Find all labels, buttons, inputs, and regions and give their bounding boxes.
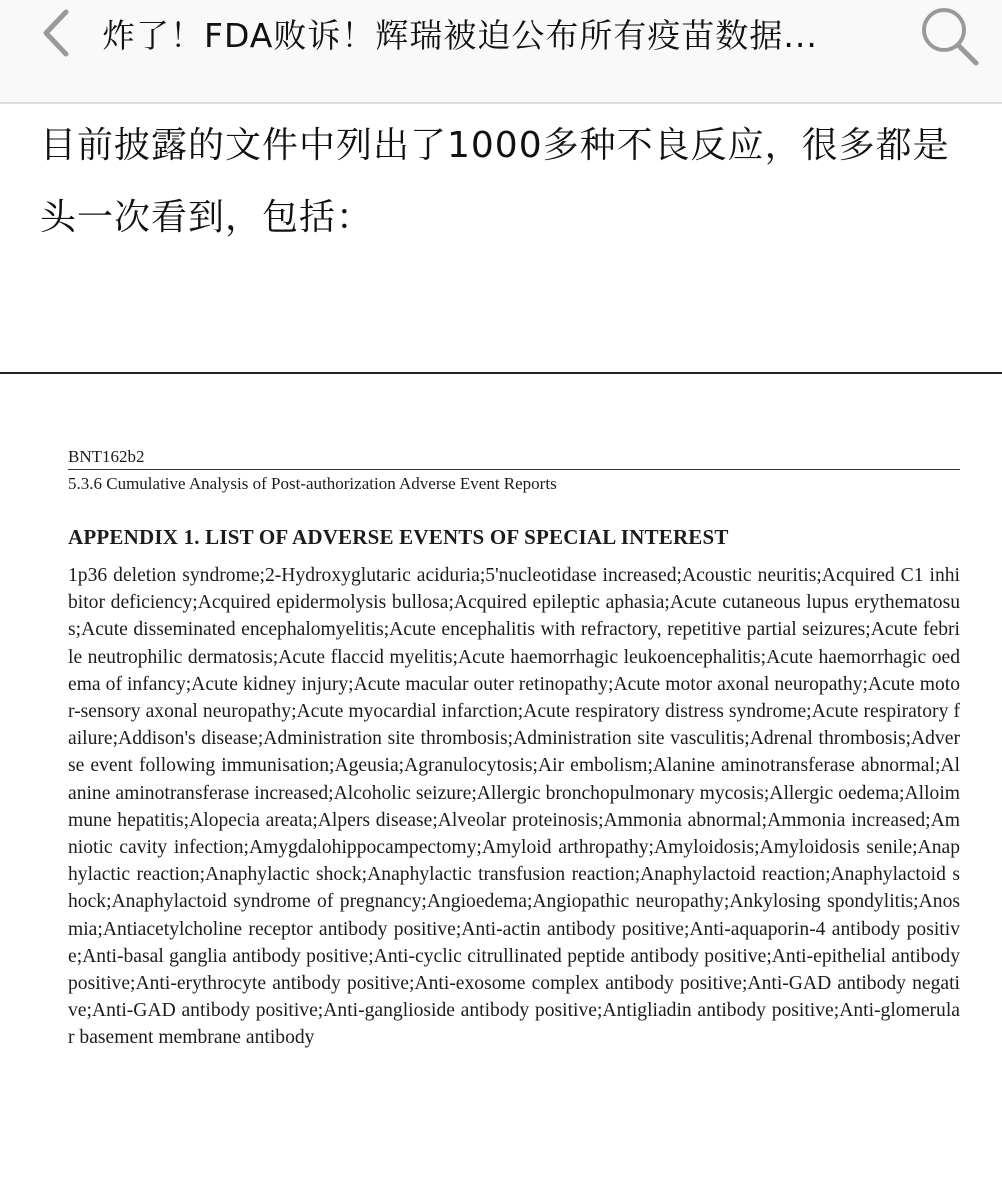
document-code: BNT162b2 (68, 447, 145, 466)
top-nav-bar (0, 0, 1002, 104)
back-button[interactable] (30, 8, 80, 58)
search-button[interactable] (916, 2, 984, 70)
adverse-events-list: 1p36 deletion syndrome;2-Hydroxyglutaric aciduria;5'nucleotidase increased;Acoustic neuritis;Acquired C1 inhibitor deficiency;Acquired epidermolysis bullosa;Acquired epileptic aphasia;Acute cutaneous lupus erythematosus;Acute disseminated encephalomyelitis;Acute encephalitis with refractory, repetitive partial seizures;Acute febrile neutrophilic dermatosis;Acute flaccid myelitis;Acute haemorrhagic leukoencephalitis;Acute haemorrhagic oedema of infancy;Acute kidney injury;Acute macular outer retinopathy;Acute motor axonal neuropathy;Acute motor-sensory axonal neuropathy;Acute myocardial infarction;Acute respiratory distress syndrome;Acute respiratory failure;Addison's disease;Administration site thrombosis;Administration site vasculitis;Adrenal thrombosis;Adverse event following immunisation;Ageusia;Agranulocytosis;Air embolism;Alanine aminotransferase abnormal;Alanine aminotransferase increased;Alcoholic seizure;Allergic bronchopulmonary mycosis;Allergic oedema;Alloimmune hepatitis;Alopecia areata;Alpers disease;Alveolar proteinosis;Ammonia abnormal;Ammonia increased;Amniotic cavity infection;Amygdalohippocampectomy;Amyloid arthropathy;Amyloidosis;Amyloidosis senile;Anaphylactic reaction;Anaphylactic shock;Anaphylactic transfusion reaction;Anaphylactoid reaction;Anaphylactoid shock;Anaphylactoid syndrome of pregnancy;Angioedema;Angiopathic neuropathy;Ankylosing spondylitis;Anosmia;Antiacetylcholine receptor antibody positive;Anti-actin antibody positive;Anti-aquaporin-4 antibody positive;Anti-basal ganglia antibody positive;Anti-cyclic citrullinated peptide antibody positive;Anti-epithelial antibody positive;Anti-erythrocyte antibody positive;Anti-exosome complex antibody positive;Anti-GAD antibody negative;Anti-GAD antibody positive;Anti-ganglioside antibody positive;Antigliadin antibody positive;Anti-glomerular basement membrane antibody (68, 565, 960, 1049)
section-divider (0, 372, 1002, 374)
document-header-rule (68, 469, 960, 470)
document-section: 5.3.6 Cumulative Analysis of Post-authorization Adverse Event Reports (68, 474, 557, 493)
chevron-left-icon (38, 8, 72, 58)
page-title: 炸了！FDA败诉！辉瑞被迫公布所有疫苗数据... (102, 16, 818, 55)
search-icon (918, 4, 982, 68)
document-heading: APPENDIX 1. LIST OF ADVERSE EVENTS OF SPECIAL INTEREST (68, 525, 729, 549)
document-image (68, 446, 960, 1052)
article-intro-text: 目前披露的文件中列出了1000多种不良反应，很多都是头一次看到，包括： (40, 125, 950, 238)
